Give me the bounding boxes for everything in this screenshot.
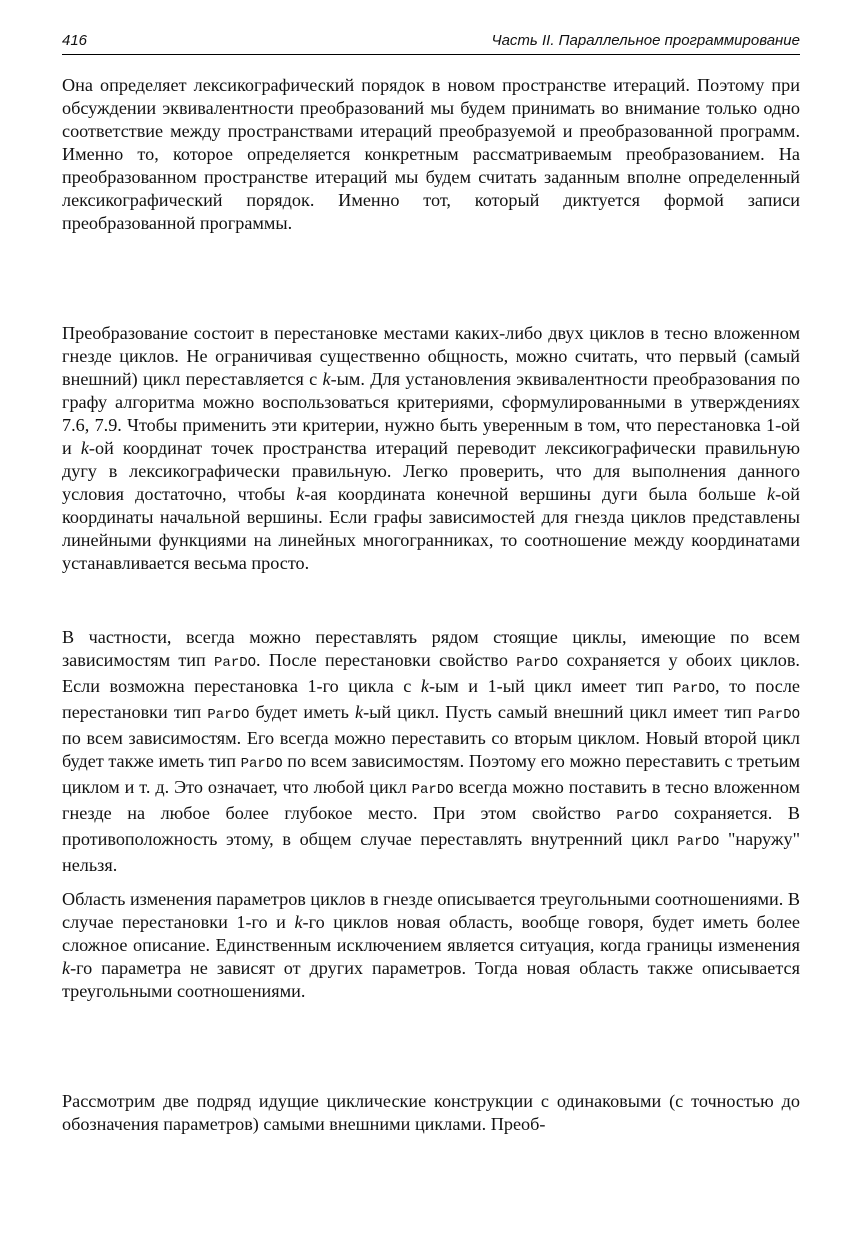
page-number: 416 bbox=[62, 32, 88, 49]
code-pardo: ParDO bbox=[616, 808, 659, 824]
variable-k: k bbox=[80, 438, 89, 458]
paragraph-text: сохраняется у обоих циклов. Если возможна перестановка 1-го цикла с bbox=[62, 650, 800, 696]
paragraph-text: , то после перестановки тип bbox=[62, 676, 800, 722]
running-title: Часть II. Параллельное программирование bbox=[491, 32, 800, 49]
paragraph-text: Она определяет лексикографический порядок в новом пространстве итераций. Поэтому при обсуждении эквивалентности преобразований мы будем принимать во внимание только одно соответствие между пространствами итераций преобразуемой и преобразованной программ. Именно то, которое определяется конкретным рассматриваемым преобразованием. На преобразованном пространстве итераций мы будем считать заданным вполне определенный лексикографический порядок. Именно тот, который диктуется формой записи преобразованной программы. bbox=[62, 75, 800, 233]
paragraph-loop-interchange bbox=[62, 322, 800, 575]
variable-k: k bbox=[420, 676, 429, 696]
paragraph-text: -ой координаты начальной вершины. Если графы зависимостей для гнезда циклов представлены линейными функциями на линейных многогранниках, то соотношение между координатами устанавливается весьма просто. bbox=[62, 484, 800, 573]
code-pardo: ParDO bbox=[757, 707, 800, 723]
paragraph-text: -ая координата конечной вершины дуги была больше bbox=[304, 484, 768, 504]
paragraph-text: "наружу" нельзя. bbox=[62, 829, 800, 875]
code-pardo: ParDO bbox=[214, 655, 257, 671]
variable-k: k bbox=[296, 484, 305, 504]
paragraph-text: Область изменения параметров циклов в гнезде описывается треугольными соотношениями. В случае перестановки 1-го и bbox=[62, 889, 800, 932]
code-pardo: ParDO bbox=[207, 707, 250, 723]
code-pardo: ParDO bbox=[411, 782, 454, 798]
variable-k: k bbox=[767, 484, 776, 504]
paragraph-text: -ым и 1-ый цикл имеет тип bbox=[428, 676, 674, 696]
paragraph-text: Преобразование состоит в перестановке местами каких-либо двух циклов в тесно вложенном гнезде циклов. Не ограничивая существенно общность, можно считать, что первый (самый внешний) цикл переставляется с bbox=[62, 323, 800, 389]
paragraph-text: -го параметра не зависят от других параметров. Тогда новая область также описывается треугольными соотношениями. bbox=[62, 958, 800, 1001]
paragraph-text: -ым. Для установления эквивалентности преобразования по графу алгоритма можно воспользоваться критериями, сформулированными в утверждениях 7.6, 7.9. Чтобы применить эти критерии, нужно быть уверенным в том, что перестановка 1-ой и bbox=[62, 369, 800, 458]
paragraph-adjacent-loops bbox=[62, 1090, 800, 1136]
code-pardo: ParDO bbox=[673, 681, 716, 697]
variable-k: k bbox=[355, 702, 364, 722]
paragraph-text: Рассмотрим две подряд идущие циклические конструкции с одинаковыми (с точностью до обозначения параметров) самыми внешними циклами. Преоб- bbox=[62, 1091, 800, 1134]
paragraph-text: всегда можно поставить в тесно вложенном гнезде на любое более глубокое место. При этом свойство bbox=[62, 777, 800, 823]
paragraph-iteration-order bbox=[62, 74, 800, 235]
code-pardo: ParDO bbox=[240, 756, 283, 772]
paragraph-text: -го циклов новая область, вообще говоря, будет иметь более сложное описание. Единственным исключением является ситуация, когда границы изменения bbox=[62, 912, 800, 955]
paragraph-text: по всем зависимостям. Его всегда можно переставить со вторым циклом. Новый второй цикл будет также иметь тип bbox=[62, 728, 800, 771]
variable-k: k bbox=[62, 958, 71, 978]
running-header bbox=[62, 30, 800, 55]
variable-k: k bbox=[294, 912, 303, 932]
paragraph-text: -ой координат точек пространства итераций переводит лексикографически правильную дугу в лексикографически правильную. Легко проверить, что для выполнения данного условия достаточно, чтобы bbox=[62, 438, 800, 504]
code-pardo: ParDO bbox=[516, 655, 559, 671]
paragraph-text: В частности, всегда можно переставлять рядом стоящие циклы, имеющие по всем зависимостям тип bbox=[62, 627, 800, 670]
paragraph-text: сохраняется. В противоположность этому, в общем случае переставлять внутренний цикл bbox=[62, 803, 800, 849]
paragraph-text: по всем зависимостям. Поэтому его можно переставить с третьим циклом и т. д. Это означает, что любой цикл bbox=[62, 751, 801, 797]
paragraph-pardo-interchange bbox=[62, 626, 800, 877]
paragraph-text: будет иметь bbox=[249, 702, 356, 722]
variable-k: k bbox=[322, 369, 331, 389]
code-pardo: ParDO bbox=[677, 834, 720, 850]
paragraph-triangular-domain bbox=[62, 888, 800, 1003]
paragraph-text: -ый цикл. Пусть самый внешний цикл имеет тип bbox=[363, 702, 758, 722]
paragraph-text: . После перестановки свойство bbox=[256, 650, 517, 670]
